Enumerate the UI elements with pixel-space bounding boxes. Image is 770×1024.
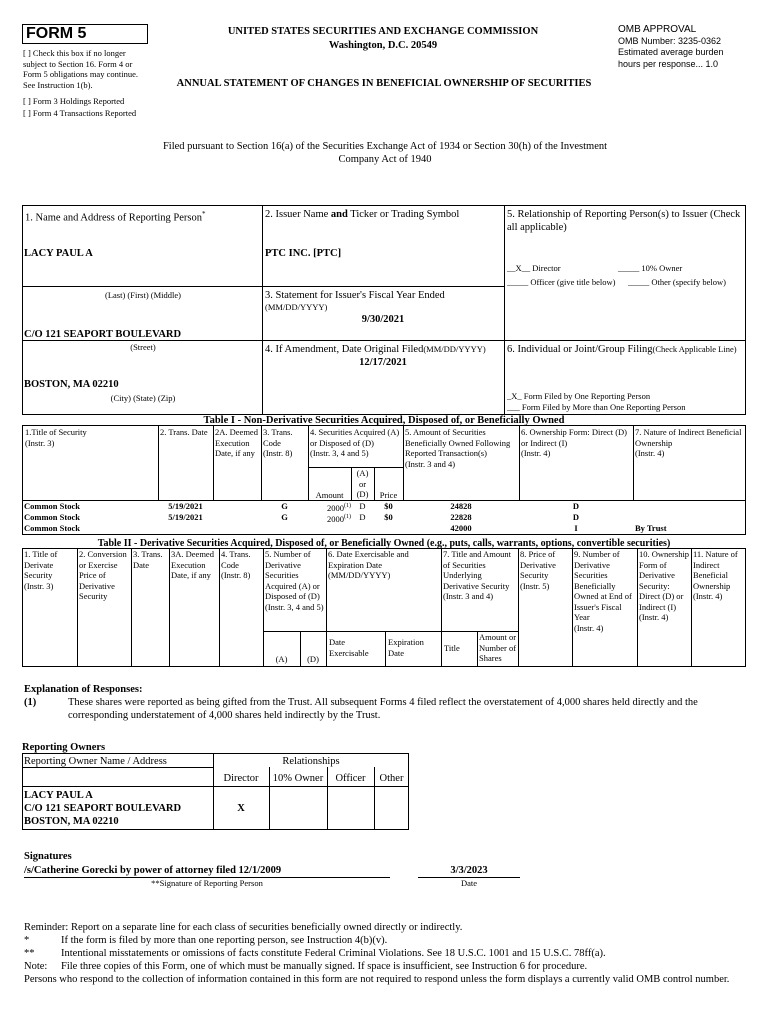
- filed-pursuant: Filed pursuant to Section 16(a) of the Securities Exchange Act of 1934 or Section 30(h) of the Investment Company Act of 1940: [162, 141, 608, 165]
- agency-name: UNITED STATES SECURITIES AND EXCHANGE COMMISSION: [227, 26, 539, 37]
- city-caption: (City) (State) (Zip): [110, 393, 176, 403]
- row-ownership-form: D: [572, 512, 580, 522]
- table-row: [22, 501, 746, 512]
- section4-label: [265, 343, 486, 356]
- grid-divider: [504, 205, 505, 415]
- section2-label: [265, 208, 459, 221]
- owners-col-relationships: Relationships: [282, 756, 340, 767]
- omb-title: OMB APPROVAL: [618, 24, 697, 35]
- t1-header-amount-owned: 5. Amount of Securities Beneficially Owned Following Reported Transaction(s) (Instr. 3 and 4): [405, 427, 511, 469]
- omb-approval: [618, 24, 724, 70]
- owners-col-ten-percent: 10% Owner: [272, 773, 324, 784]
- other-check: _____ Other (specify below): [628, 277, 726, 287]
- street-caption: (Street): [130, 342, 156, 352]
- explanation-heading: Explanation of Responses:: [24, 684, 143, 695]
- explanation-note-number: (1): [24, 697, 37, 708]
- t1-header-securities: 4. Securities Acquired (A) or Disposed of (D) (Instr. 3, 4 and 5): [310, 427, 400, 458]
- section6-label-text: 6. Individual or Joint/Group Filing: [507, 344, 653, 355]
- issuer-name: PTC INC. [PTC]: [265, 248, 342, 259]
- t2-sub-a: (A): [275, 654, 288, 664]
- form-title: FORM 5: [26, 25, 87, 42]
- t2-header-code: 4. Trans. Code (Instr. 8): [221, 549, 251, 580]
- table1-col-line: [519, 425, 520, 500]
- footer-note3-text: File three copies of this Form, one of which must be manually signed. If space is insufficient, see Instruction 6 for procedure.: [61, 961, 588, 972]
- footer-persons-notice: Persons who respond to the collection of information contained in this form are not required to respond unless the form displays a currently valid OMB control number.: [24, 974, 730, 985]
- t2-header-ownership-form: 10. Ownership Form of Derivative Security: Direct (D) or Indirect (I) (Instr. 4): [639, 549, 690, 622]
- t2-header-title: 1. Title of Derivate Security (Instr. 3): [24, 549, 58, 591]
- t2-sub-expiration-date: Expiration Date: [388, 637, 424, 658]
- reporting-person-grid: [22, 205, 746, 415]
- footer-note2-mark: **: [24, 948, 35, 959]
- table-row: [22, 512, 746, 523]
- row-amount-note: (1): [344, 514, 351, 520]
- row-owned: 42000: [450, 523, 472, 533]
- owner-name: LACY PAUL A: [24, 790, 93, 801]
- table2-col-line: [219, 548, 220, 667]
- checkbox-form3-holdings: [ ] Form 3 Holdings Reported: [23, 96, 125, 106]
- t2-header-nature: 11. Nature of Indirect Beneficial Ownership (Instr. 4): [693, 549, 738, 601]
- row-ownership-form: D: [572, 501, 580, 511]
- checkbox-form4-transactions: [ ] Form 4 Transactions Reported: [23, 108, 137, 118]
- table2-sub-col-line: [385, 631, 386, 667]
- section2-label-and: and: [330, 209, 348, 220]
- signature-date: 3/3/2023: [450, 865, 488, 876]
- table-row: [22, 523, 746, 534]
- row-code: G: [281, 501, 288, 511]
- t2-header-price: 8. Price of Derivative Security (Instr. 5): [520, 549, 556, 591]
- table1-title: Table I - Non-Derivative Securities Acquired, Disposed of, or Beneficially Owned: [203, 415, 565, 426]
- footer-note1-text: If the form is filed by more than one reporting person, see Instruction 4(b)(v).: [61, 935, 388, 946]
- footer-note2-text: Intentional misstatements or omissions of facts constitute Federal Criminal Violations. See 18 U.S.C. 1001 and 15 U.S.C. 78ff(a).: [61, 948, 606, 959]
- row-security: Common Stock: [24, 501, 80, 511]
- t2-header-underlying: 7. Title and Amount of Securities Underlying Derivative Security (Instr. 3 and 4): [443, 549, 512, 601]
- table2-col-line: [441, 548, 442, 667]
- footer-note3-mark: Note:: [24, 961, 48, 972]
- fiscal-year-end: 9/30/2021: [361, 314, 405, 325]
- t2-sub-title: Title: [444, 643, 460, 653]
- owners-col-other: Other: [379, 773, 404, 784]
- table2-col-line: [263, 548, 264, 667]
- table2-col-line: [131, 548, 132, 667]
- row-price: $0: [384, 501, 393, 511]
- row-amount-note: (1): [344, 503, 351, 509]
- amendment-date: 12/17/2021: [359, 357, 407, 368]
- t1-sub-a-or-d: (A) or (D): [356, 468, 369, 499]
- table2-col-line: [169, 548, 170, 667]
- officer-check: _____ Officer (give title below): [507, 277, 616, 287]
- t1-header-ownership-form: 6. Ownership Form: Direct (D) or Indirect (I) (Instr. 4): [521, 427, 627, 458]
- reporting-person-street: C/O 121 SEAPORT BOULEVARD: [24, 329, 182, 340]
- t1-sub-price: Price: [379, 490, 398, 500]
- section4-caption: (MM/DD/YYYY): [423, 344, 486, 354]
- section4-label-text: 4. If Amendment, Date Original Filed: [265, 344, 424, 355]
- row-price: $0: [384, 512, 393, 522]
- t2-header-trans-date: 3. Trans. Date: [133, 549, 163, 570]
- reporting-owners-heading: Reporting Owners: [22, 742, 106, 753]
- row-nature: By Trust: [635, 523, 667, 533]
- explanation-note-text: These shares were reported as being gifted from the Trust. All subsequent Forms 4 filed reflect the overstatement of 4,000 shares held directly and the corresponding understatement of 4,000 shares held indirectly by the Trust.: [68, 697, 698, 721]
- signatures-heading: Signatures: [24, 851, 72, 862]
- section1-label: [25, 208, 206, 225]
- row-amount-value: 2000: [327, 513, 344, 524]
- statement-title: ANNUAL STATEMENT OF CHANGES IN BENEFICIAL OWNERSHIP OF SECURITIES: [176, 78, 592, 89]
- t2-header-date-exercisable: 6. Date Exercisable and Expiration Date (MM/DD/YYYY): [328, 549, 409, 580]
- t1-header-trans-date: 2. Trans. Date: [160, 427, 208, 437]
- reporting-person-city: BOSTON, MA 02210: [24, 379, 119, 390]
- grid-divider: [262, 286, 504, 287]
- date-caption: Date: [460, 878, 478, 888]
- director-check: __X__ Director: [507, 263, 561, 273]
- row-code: G: [281, 512, 288, 522]
- table1-col-line: [403, 425, 404, 500]
- t2-header-deemed: 3A. Deemed Execution Date, if any: [171, 549, 214, 580]
- table2-sub-col-line: [477, 631, 478, 667]
- table1-col-line: [308, 425, 309, 500]
- grid-divider: [262, 340, 746, 341]
- t2-sub-amount: Amount or Number of Shares: [479, 632, 517, 663]
- omb-number: OMB Number: 3235-0362: [618, 35, 722, 46]
- owners-col-officer: Officer: [335, 773, 366, 784]
- filed-one-person: _X_ Form Filed by One Reporting Person: [507, 391, 651, 401]
- t2-header-conversion: 2. Conversion or Exercise Price of Derivative Security: [79, 549, 127, 601]
- section1-label-text: 1. Name and Address of Reporting Person: [25, 212, 203, 224]
- section3-caption: (MM/DD/YYYY): [265, 302, 328, 312]
- owners-col-name: Reporting Owner Name / Address: [24, 756, 167, 767]
- t1-header-code: 3. Trans. Code (Instr. 8): [263, 427, 293, 458]
- checkbox-no-longer-subject: [ ] Check this box if no longer subject to Section 16. Form 4 or Form 5 obligations may continue. See Instruction 1(b).: [23, 48, 138, 90]
- section3-label: 3. Statement for Issuer's Fiscal Year Ended: [265, 290, 445, 301]
- table1-col-line: [158, 425, 159, 500]
- grid-divider: [22, 286, 262, 287]
- section1-label-marker: *: [202, 210, 206, 218]
- row-trans-date: 5/19/2021: [168, 512, 203, 522]
- owner-city: BOSTON, MA 02210: [24, 816, 119, 827]
- section2-label-pre: 2. Issuer Name: [265, 209, 331, 220]
- owners-row-line: [22, 786, 409, 787]
- row-ownership-form: I: [574, 523, 578, 533]
- row-security: Common Stock: [24, 512, 80, 522]
- table2-col-line: [572, 548, 573, 667]
- row-owned: 24828: [450, 501, 472, 511]
- t1-sub-amount: Amount: [315, 490, 344, 500]
- omb-hours: hours per response... 1.0: [618, 58, 719, 69]
- table2-title: Table II - Derivative Securities Acquired, Disposed of, or Beneficially Owned (e.g., puts, calls, warrants, options, convertible securities): [97, 538, 671, 549]
- table2-col-line: [637, 548, 638, 667]
- t1-header-deemed: 2A. Deemed Execution Date, if any: [215, 427, 258, 458]
- filed-more-persons: ___ Form Filed by More than One Reporting Person: [507, 402, 686, 412]
- row-owned: 22828: [450, 512, 472, 522]
- reporting-person-name: LACY PAUL A: [24, 248, 93, 259]
- t2-header-number: 5. Number of Derivative Securities Acquired (A) or Disposed of (D) (Instr. 3, 4 and 5): [265, 549, 324, 612]
- t2-header-owned: 9. Number of Derivative Securities Beneficially Owned at End of Issuer's Fiscal Year (Instr. 4): [574, 549, 632, 633]
- owners-col-director: Director: [223, 773, 259, 784]
- row-a-or-d: D: [359, 512, 366, 522]
- section2-label-post: Ticker or Trading Symbol: [347, 209, 460, 220]
- signature-caption: **Signature of Reporting Person: [151, 878, 263, 888]
- t2-sub-date-exercisable: Date Exercisable: [329, 637, 369, 658]
- row-a-or-d: D: [359, 501, 366, 511]
- row-amount-value: 2000: [327, 502, 344, 513]
- section6-label: [507, 343, 743, 356]
- ten-percent-owner-check: _____ 10% Owner: [618, 263, 683, 273]
- row-security: Common Stock: [24, 523, 80, 533]
- signature-text: /s/Catherine Gorecki by power of attorney filed 12/1/2009: [24, 865, 282, 876]
- t2-sub-d: (D): [307, 654, 319, 664]
- table1-col-line: [633, 425, 634, 500]
- table1-col-line: [261, 425, 262, 500]
- t1-header-nature: 7. Nature of Indirect Beneficial Ownership (Instr. 4): [635, 427, 742, 458]
- t1-header-title: 1.Title of Security (Instr. 3): [25, 427, 87, 448]
- row-trans-date: 5/19/2021: [168, 501, 203, 511]
- omb-burden: Estimated average burden: [618, 47, 724, 57]
- grid-divider: [262, 205, 263, 415]
- name-parts-caption: (Last) (First) (Middle): [104, 290, 181, 300]
- agency-location: Washington, D.C. 20549: [328, 40, 438, 51]
- footer-note1-mark: *: [24, 935, 30, 946]
- owner-street: C/O 121 SEAPORT BOULEVARD: [24, 803, 182, 814]
- table2-col-line: [691, 548, 692, 667]
- section6-caption: (Check Applicable Line): [652, 344, 737, 354]
- table2-col-line: [77, 548, 78, 667]
- owner-director-mark: X: [237, 803, 245, 814]
- section5-label: 5. Relationship of Reporting Person(s) to Issuer (Check all applicable): [507, 209, 741, 233]
- footer-reminder: Reminder: Report on a separate line for each class of securities beneficially owned directly or indirectly.: [24, 922, 463, 933]
